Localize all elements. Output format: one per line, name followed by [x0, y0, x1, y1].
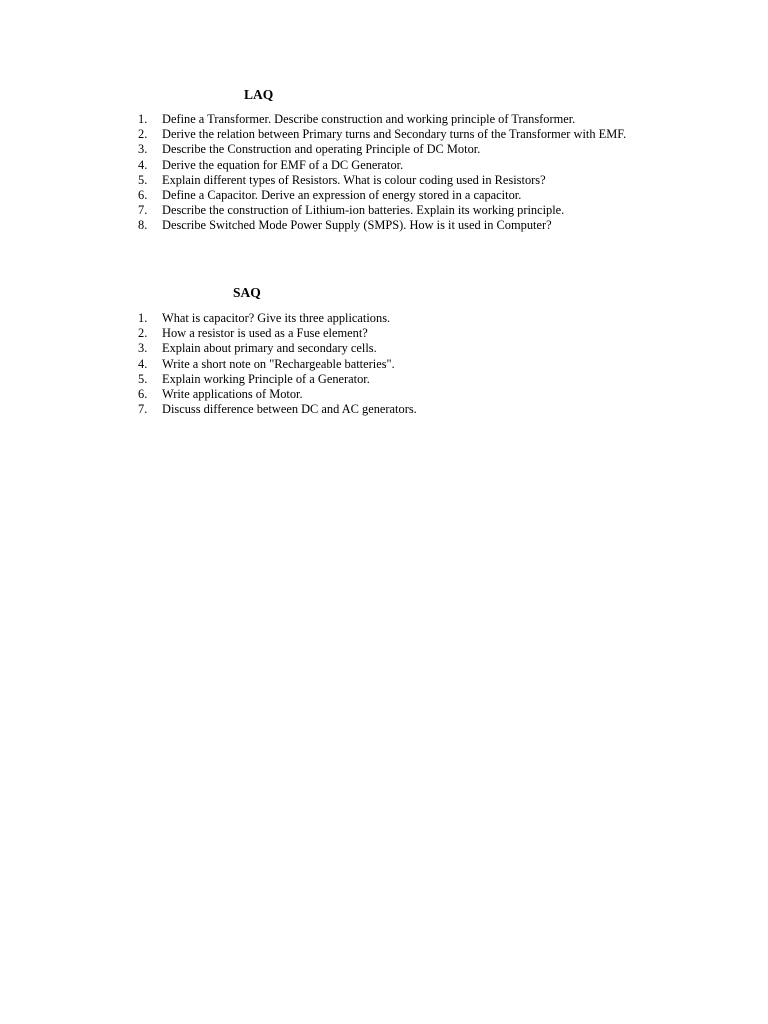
question-text: Explain working Principle of a Generator. — [162, 371, 370, 386]
question-text: Write applications of Motor. — [162, 387, 303, 402]
question-text: Define a Capacitor. Derive an expression of energy stored in a capacitor. — [162, 188, 522, 203]
list-number: 2. — [138, 326, 148, 341]
list-item — [138, 387, 678, 402]
list-number: 5. — [138, 371, 148, 386]
list-item — [138, 218, 678, 233]
list-item — [138, 326, 678, 341]
list-item — [138, 203, 678, 218]
list-item — [138, 402, 678, 417]
question-text: Discuss difference between DC and AC generators. — [162, 402, 417, 417]
question-text: Describe the construction of Lithium-ion batteries. Explain its working principle. — [162, 203, 565, 218]
laq-heading: LAQ — [244, 87, 274, 102]
list-number: 6. — [138, 188, 148, 203]
list-item — [138, 188, 678, 203]
list-item — [138, 357, 678, 372]
list-item — [138, 341, 678, 356]
question-text: Derive the relation between Primary turns and Secondary turns of the Transformer with EMF. — [162, 127, 627, 142]
list-item — [138, 173, 678, 188]
list-item — [138, 372, 678, 387]
question-text: Describe Switched Mode Power Supply (SMPS). How is it used in Computer? — [162, 218, 552, 233]
list-number: 7. — [138, 203, 148, 218]
list-number: 1. — [138, 112, 148, 126]
question-text: What is capacitor? Give its three applications. — [162, 311, 391, 325]
question-text: Explain different types of Resistors. What is colour coding used in Resistors? — [162, 172, 546, 187]
list-item — [138, 311, 678, 326]
saq-heading: SAQ — [233, 285, 261, 300]
list-number: 1. — [138, 311, 148, 325]
list-number: 3. — [138, 142, 148, 157]
question-text: Derive the equation for EMF of a DC Generator. — [162, 157, 404, 172]
laq-question-list — [138, 112, 678, 234]
list-item — [138, 127, 678, 142]
list-number: 2. — [138, 127, 148, 142]
question-text: How a resistor is used as a Fuse element? — [162, 326, 368, 341]
list-number: 7. — [138, 402, 148, 417]
list-number: 5. — [138, 172, 148, 187]
list-number: 3. — [138, 341, 148, 356]
saq-question-list — [138, 311, 678, 417]
list-item — [138, 142, 678, 157]
list-item — [138, 112, 678, 127]
list-number: 8. — [138, 218, 148, 233]
question-text: Describe the Construction and operating Principle of DC Motor. — [162, 142, 481, 157]
list-number: 4. — [138, 356, 148, 371]
question-text: Define a Transformer. Describe construction and working principle of Transformer. — [162, 112, 576, 126]
question-text: Explain about primary and secondary cells. — [162, 341, 377, 356]
list-number: 6. — [138, 387, 148, 402]
list-number: 4. — [138, 157, 148, 172]
list-item — [138, 158, 678, 173]
question-text: Write a short note on "Rechargeable batteries". — [162, 356, 395, 371]
